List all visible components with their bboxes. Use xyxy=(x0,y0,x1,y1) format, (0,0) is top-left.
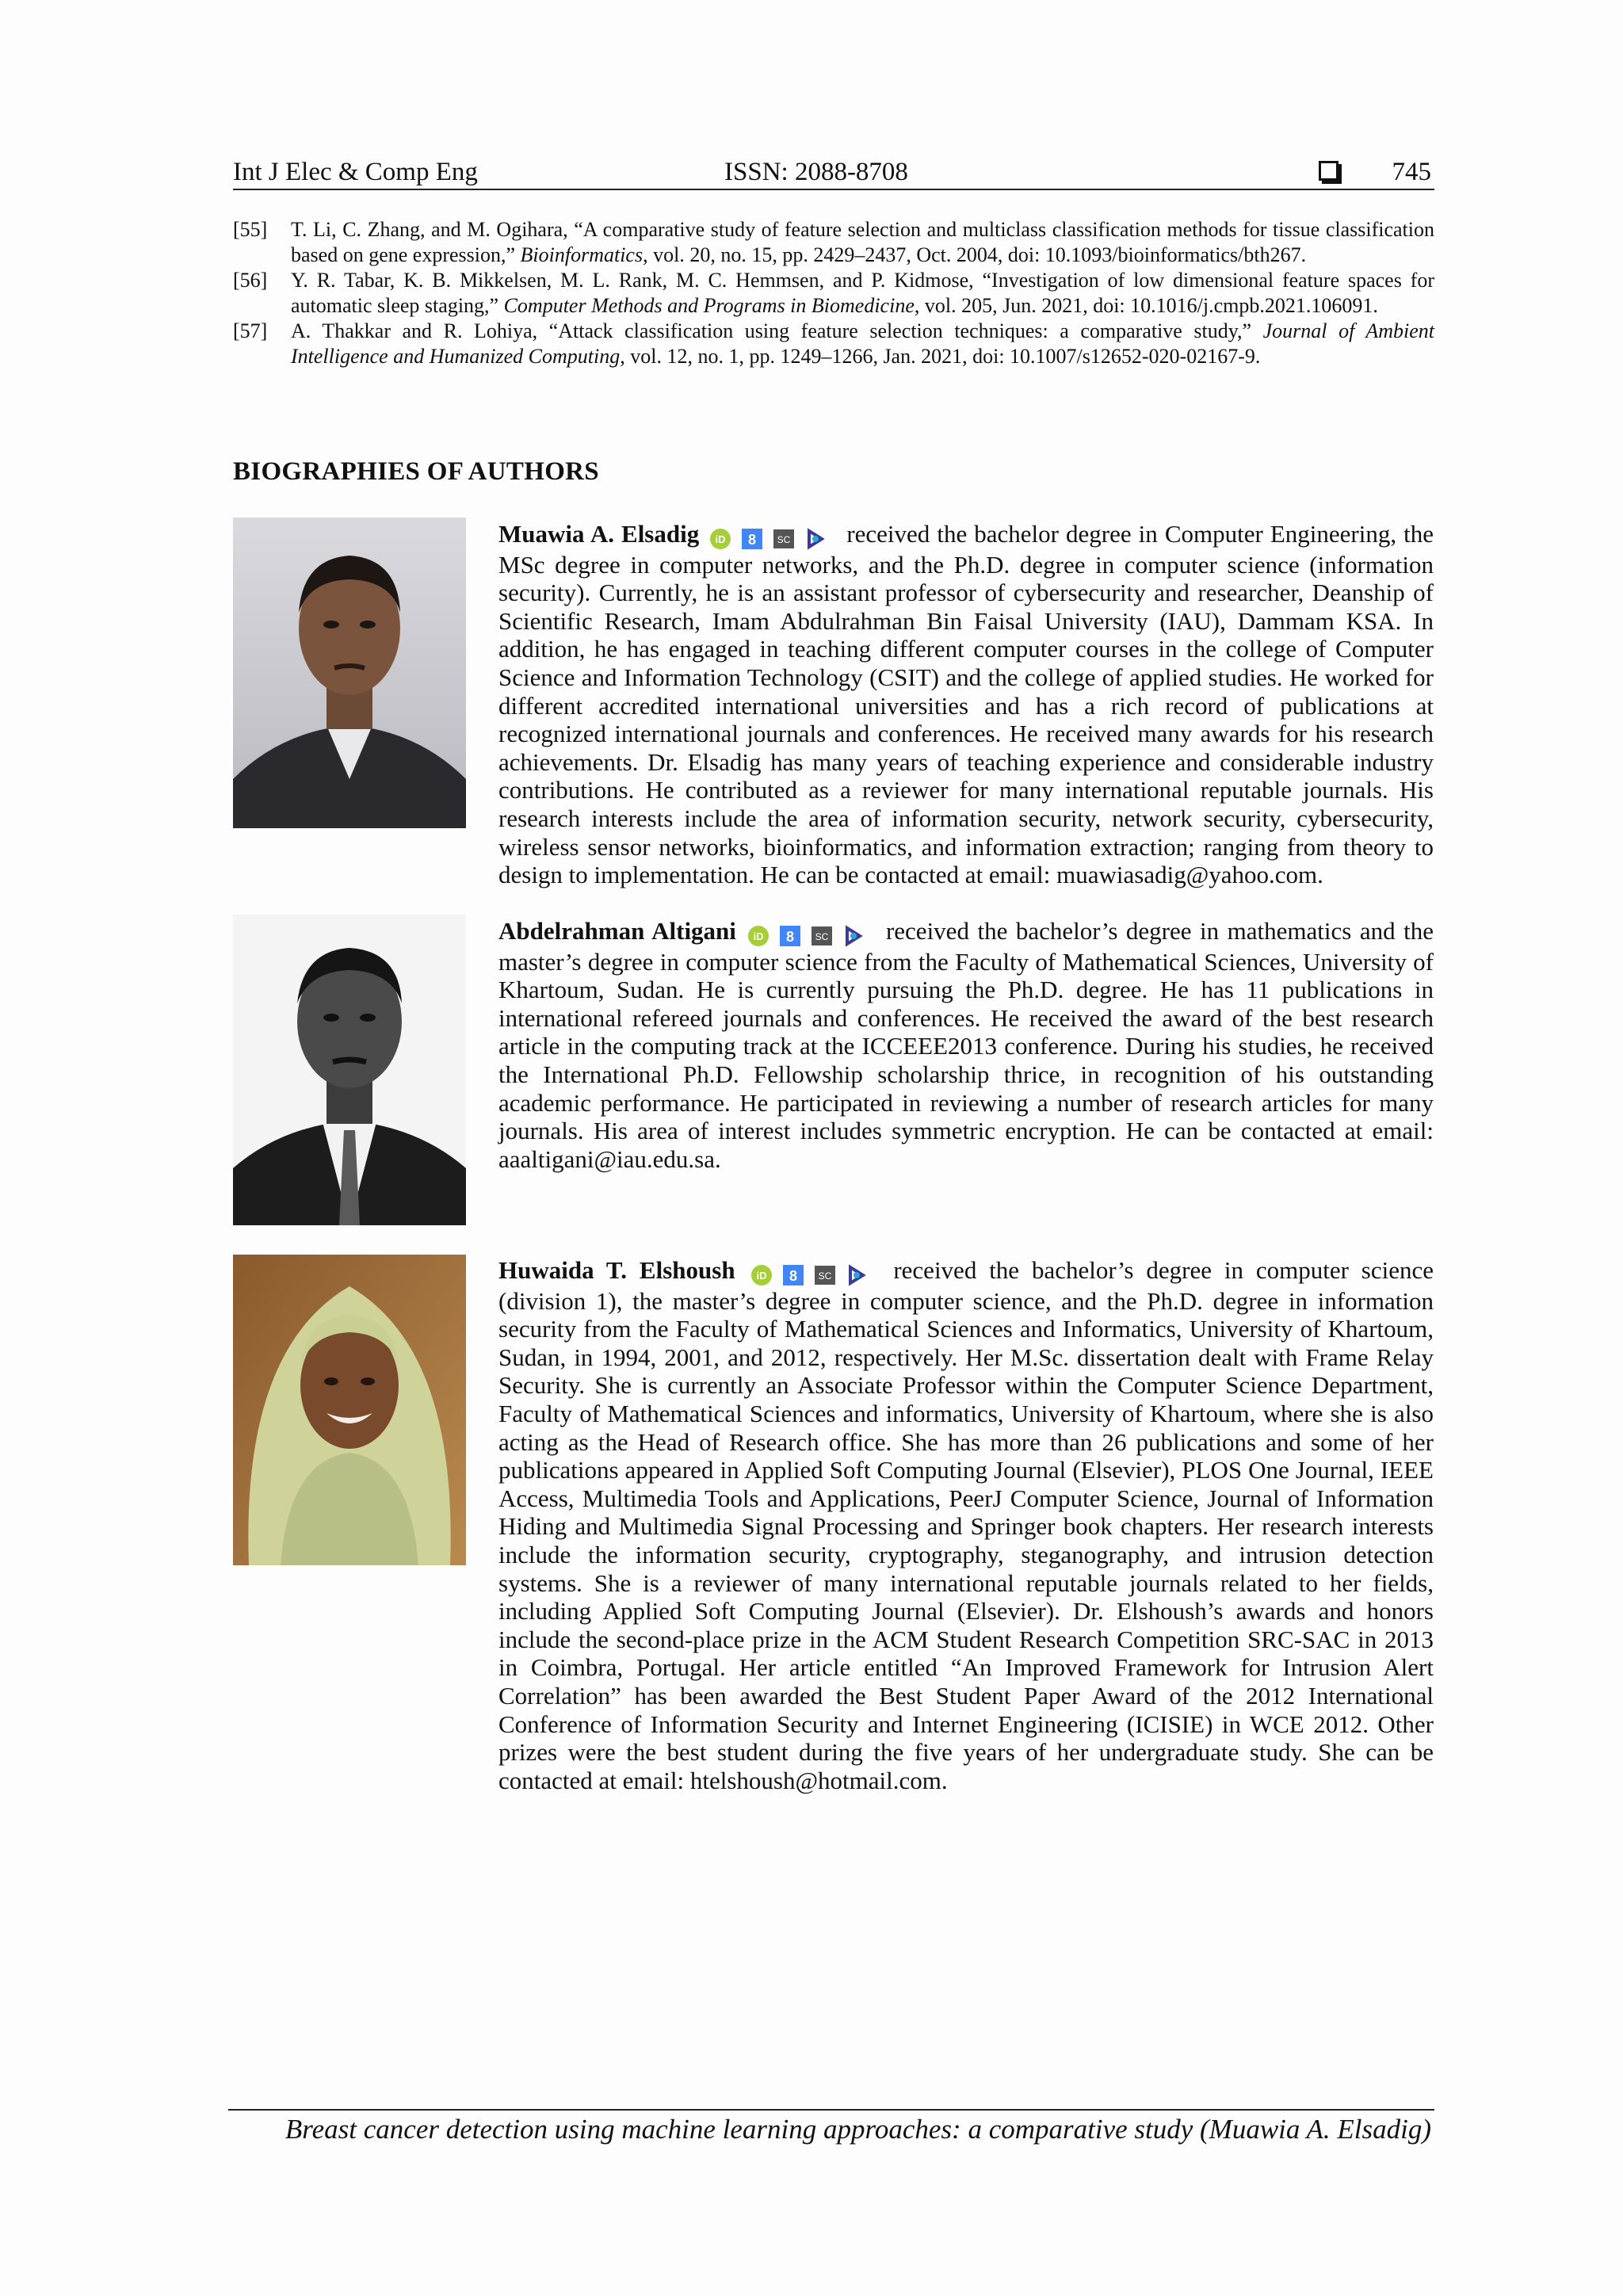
scopus-icon[interactable] xyxy=(811,925,833,947)
svg-text:iD: iD xyxy=(753,930,764,942)
author-name: Huwaida T. Elshoush xyxy=(498,1256,735,1284)
author-bio-altigani xyxy=(498,917,1434,1173)
scopus-icon[interactable] xyxy=(773,528,795,550)
reference-details: , vol. 20, no. 15, pp. 2429–2437, Oct. 2004, doi: 10.1093/bioinformatics/bth267. xyxy=(643,243,1307,266)
author-photo-elsadig xyxy=(233,518,466,828)
reference-56 xyxy=(233,268,1434,319)
running-footer: Breast cancer detection using machine learning approaches: a comparative study (Muawia A. Elsadig) xyxy=(285,2114,1431,2145)
issn: ISSN: 2088-8708 xyxy=(724,158,908,186)
reference-details: , vol. 205, Jun. 2021, doi: 10.1016/j.cmpb.2021.106091. xyxy=(914,294,1378,317)
header-rule xyxy=(233,189,1434,190)
reference-number: [57] xyxy=(233,319,268,342)
author-name: Abdelrahman Altigani xyxy=(498,917,736,945)
author-bio-elsadig xyxy=(498,520,1434,889)
profile-icons xyxy=(750,1259,877,1287)
reference-venue: Computer Methods and Programs in Biomedicine xyxy=(503,294,915,317)
author-photo-altigani xyxy=(233,915,466,1225)
orcid-icon[interactable] xyxy=(750,1264,773,1286)
scopus-icon[interactable] xyxy=(814,1264,836,1286)
author-bio-elshoush xyxy=(498,1256,1434,1794)
reference-55 xyxy=(233,217,1434,268)
svg-text:8: 8 xyxy=(786,928,795,945)
publons-icon[interactable] xyxy=(846,1264,868,1286)
reference-venue: Journal of Ambient Intelligence and Humanized Computing xyxy=(291,319,1435,368)
journal-name: Int J Elec & Comp Eng xyxy=(233,158,478,186)
box-icon xyxy=(1319,161,1338,181)
google-scholar-icon[interactable] xyxy=(741,528,763,550)
svg-text:SC: SC xyxy=(777,533,791,545)
reference-text: Y. R. Tabar, K. B. Mikkelsen, M. L. Rank, M. C. Hemmsen, and P. Kidmose, “Investigation of low dimensional feature spaces for automatic sleep staging,” xyxy=(291,269,1434,317)
running-header xyxy=(233,155,1434,189)
google-scholar-icon[interactable] xyxy=(779,925,801,947)
reference-venue: Bioinformatics xyxy=(520,243,643,266)
svg-text:8: 8 xyxy=(748,531,757,548)
svg-text:iD: iD xyxy=(715,533,726,545)
section-title: BIOGRAPHIES OF AUTHORS xyxy=(233,457,599,486)
svg-text:SC: SC xyxy=(815,930,829,942)
page-number: 745 xyxy=(1392,158,1431,186)
reference-57 xyxy=(233,319,1434,369)
svg-text:iD: iD xyxy=(756,1269,767,1282)
publons-icon[interactable] xyxy=(842,925,865,947)
orcid-icon[interactable] xyxy=(709,528,731,550)
profile-icons xyxy=(747,919,874,948)
reference-details: , vol. 12, no. 1, pp. 1249–1266, Jan. 2021, doi: 10.1007/s12652-020-02167-9. xyxy=(620,345,1261,368)
reference-text: A. Thakkar and R. Lohiya, “Attack classification using feature selection techniques: a comparative study,” xyxy=(291,319,1263,342)
author-name: Muawia A. Elsadig xyxy=(498,520,700,548)
google-scholar-icon[interactable] xyxy=(782,1264,804,1286)
reference-text: T. Li, C. Zhang, and M. Ogihara, “A comparative study of feature selection and multiclass classification methods for tissue classification based on gene expression,” xyxy=(291,218,1434,266)
author-bio-text: received the bachelor’s degree in computer science (division 1), the master’s degree in computer science, and the Ph.D. degree in information security from the Faculty of Mathematical Sciences and Informatics, University of Khartoum, Sudan, in 1994, 2001, and 2012, respectively. Her M.Sc. dissertation dealt with Frame Relay Security. She is currently an Associate Professor within the Computer Science Department, Faculty of Mathematical Sciences and informatics, University of Khartoum, where she is also acting as the Head of Research office. She has more than 26 publications and some of her publications appeared in Applied Soft Computing Journal (Elsevier), PLOS One Journal, IEEE Access, Multimedia Tools and Applications, PeerJ Computer Science, Journal of Information Hiding and Multimedia Signal Processing and Springer book chapters. Her research interests include the information security, cryptography, steganography, and intrusion detection systems. She is a reviewer of many international reputable journals related to her fields, including Applied Soft Computing Journal (Elsevier). Dr. Elshoush’s awards and honors include the second-place prize in the ACM Student Research Competition SRC-SAC in 2013 in Coimbra, Portugal. Her article entitled “An Improved Framework for Intrusion Alert Correlation” has been awarded the Best Student Paper Award of the 2012 International Conference of Information Security and Internet Engineering (ICISIE) in WCE 2012. Other prizes were the best student during the five years of her undergraduate study. She can be contacted at email: htelshoush@hotmail.com. xyxy=(498,1256,1434,1794)
svg-text:SC: SC xyxy=(819,1270,832,1282)
reference-list xyxy=(233,217,1434,369)
footer-rule xyxy=(228,2109,1434,2111)
profile-icons xyxy=(709,522,836,551)
svg-text:8: 8 xyxy=(789,1267,798,1284)
reference-number: [56] xyxy=(233,269,268,292)
orcid-icon[interactable] xyxy=(747,925,769,947)
reference-number: [55] xyxy=(233,218,268,241)
author-photo-elshoush xyxy=(233,1255,466,1565)
author-bio-text: received the bachelor degree in Computer Engineering, the MSc degree in computer networks, and the Ph.D. degree in computer science (information security). Currently, he is an assistant professor of cybersecurity and researcher, Deanship of Scientific Research, Imam Abdulrahman Bin Faisal University (IAU), Dammam KSA. In addition, he has engaged in teaching different computer courses in the college of Computer Science and Information Technology (CSIT) and the college of applied studies. He worked for different accredited international universities and has a rich record of publications at recognized international journals and conferences. He received many awards for his research achievements. Dr. Elsadig has many years of teaching experience and considerable industry contributions. He contributed as a reviewer for many international reputable journals. His research interests include the area of information security, network security, cybersecurity, wireless sensor networks, bioinformatics, and information extraction; ranging from theory to design to implementation. He can be contacted at email: muawiasadig@yahoo.com. xyxy=(498,520,1434,889)
publons-icon[interactable] xyxy=(804,528,827,550)
author-bio-text: received the bachelor’s degree in mathematics and the master’s degree in computer science from the Faculty of Mathematical Sciences, University of Khartoum, Sudan. He is currently pursuing the Ph.D. degree. He has 11 publications in international refereed journals and conferences. He received the award of the best research article in the computing track at the ICCEEE2013 conference. During his studies, he received the International Ph.D. Fellowship scholarship thrice, in recognition of his outstanding academic performance. He participated in reviewing a number of research articles for many journals. His area of interest includes symmetric encryption. He can be contacted at email: aaaltigani@iau.edu.sa. xyxy=(498,917,1434,1173)
